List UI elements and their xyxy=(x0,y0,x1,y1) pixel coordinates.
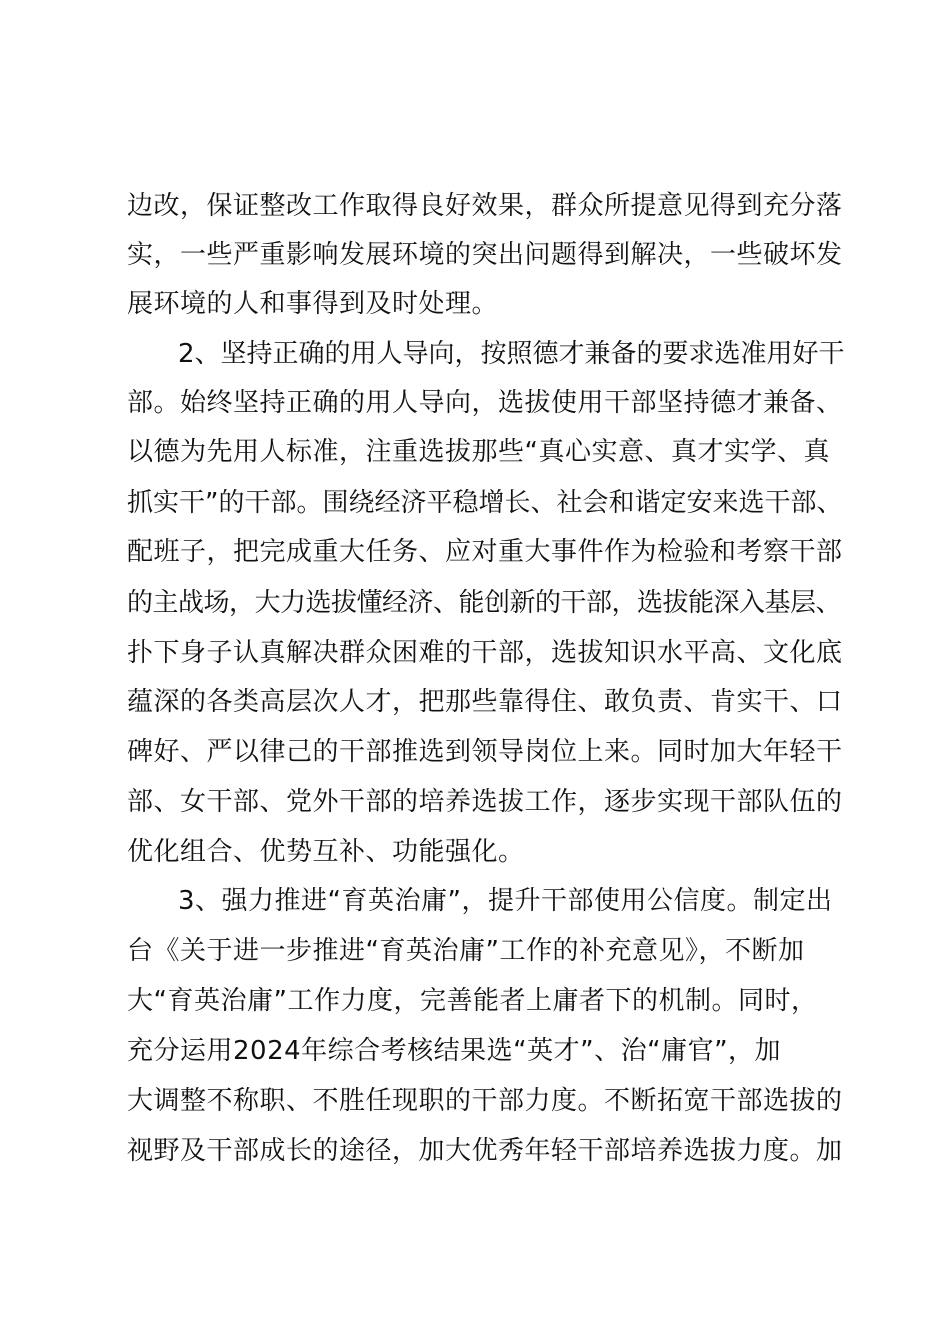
text-line: 配班子，把完成重大任务、应对重大事件作为检验和考察干部 xyxy=(127,537,843,567)
text-line: 大“育英治庸”工作力度，完善能者上庸者下的机制。同时， xyxy=(127,986,818,1016)
text-line: 蕴深的各类高层次人才，把那些靠得住、敢负责、肯实干、口 xyxy=(127,687,843,717)
text-line: 实，一些严重影响发展环境的突出问题得到解决，一些破坏发 xyxy=(127,240,843,270)
text-line: 碑好、严以律己的干部推选到领导岗位上来。同时加大年轻干 xyxy=(127,737,843,767)
text-line: 扑下身子认真解决群众困难的干部，选拔知识水平高、文化底 xyxy=(127,638,843,668)
text-line: 的主战场，大力选拔懂经济、能创新的干部，选拔能深入基层、 xyxy=(127,588,842,618)
text-line: 台《关于进一步推进“育英治庸”工作的补充意见》，不断加 xyxy=(127,936,805,966)
text-line: 部、女干部、党外干部的培养选拔工作，逐步实现干部队伍的 xyxy=(127,787,843,817)
text-line: 部。始终坚持正确的用人导向，选拔使用干部坚持德才兼备、 xyxy=(127,388,843,418)
text-line: 以德为先用人标准，注重选拔那些“真心实意、真才实学、真 xyxy=(127,437,830,467)
paragraph-2-heading-line: 2、坚持正确的用人导向，按照德才兼备的要求选准用好干 xyxy=(178,339,845,369)
text-line: 抓实干”的干部。围绕经济平稳增长、社会和谐定安来选干部、 xyxy=(127,488,843,518)
text-line: 大调整不称职、不胜任现职的干部力度。不断拓宽干部选拔的 xyxy=(127,1086,843,1116)
text-line: 展环境的人和事得到及时处理。 xyxy=(127,289,499,319)
paragraph-3-heading-line: 3、强力推进“育英治庸”，提升干部使用公信度。制定出 xyxy=(178,886,833,916)
text-line: 边改，保证整改工作取得良好效果，群众所提意见得到充分落 xyxy=(127,191,843,221)
text-line: 充分运用2024年综合考核结果选“英才”、治“庸官”，加 xyxy=(127,1036,782,1066)
text-line: 优化组合、优势互补、功能强化。 xyxy=(127,837,525,867)
text-line: 视野及干部成长的途径，加大优秀年轻干部培养选拔力度。加 xyxy=(127,1136,843,1166)
